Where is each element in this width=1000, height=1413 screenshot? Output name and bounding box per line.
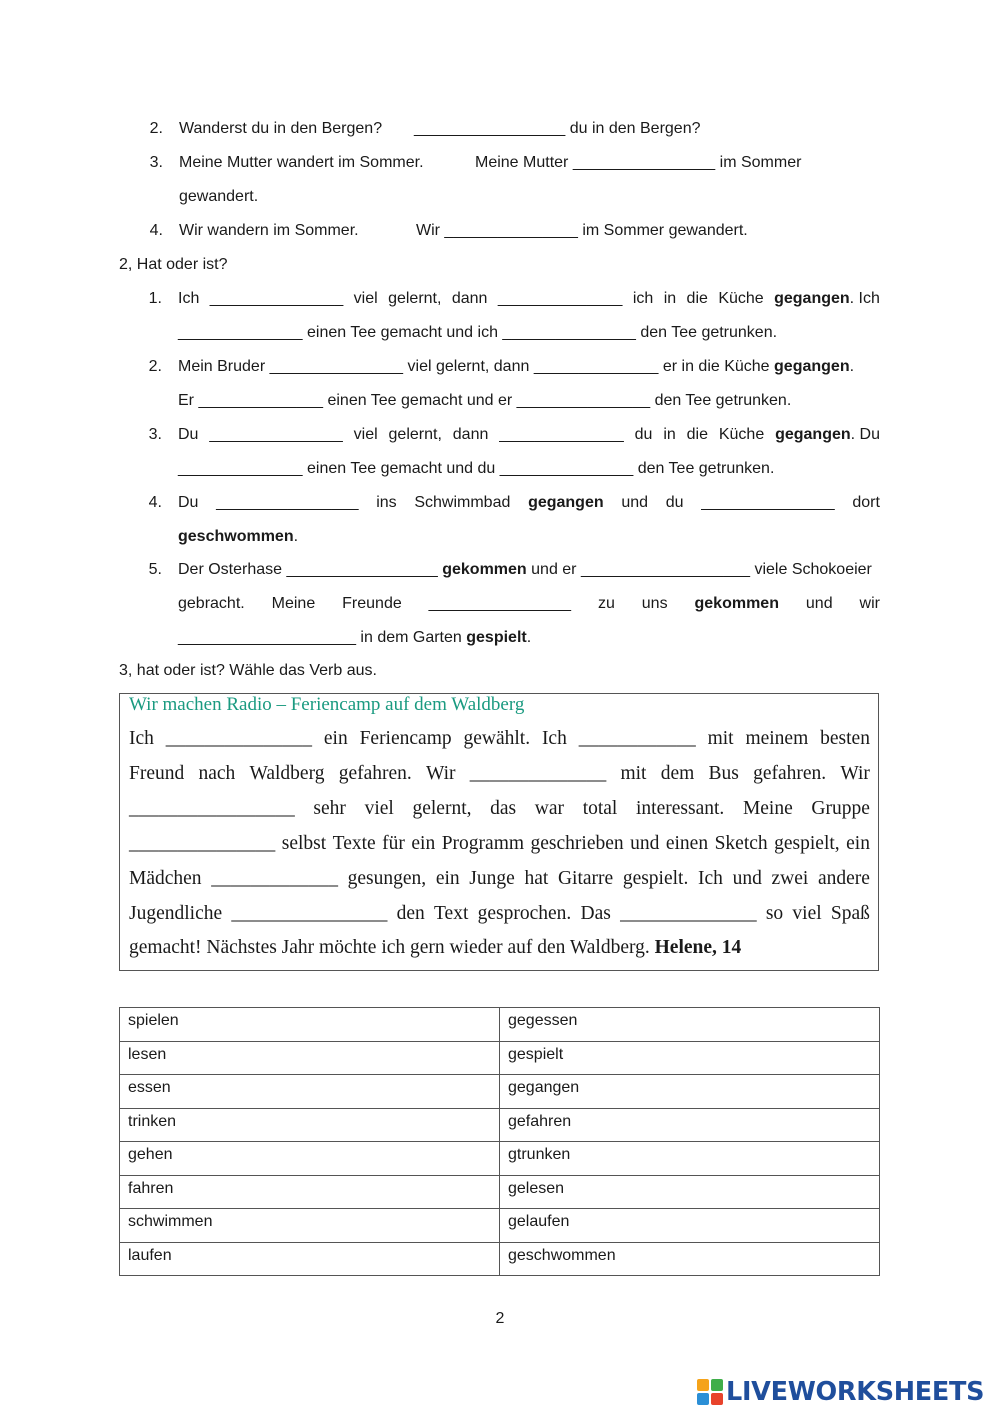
word: Spaß: [830, 903, 870, 924]
verb-phrase: gegangen. Du: [775, 426, 880, 443]
story-line: [129, 903, 870, 925]
word: total: [582, 798, 618, 819]
word: Ich: [178, 290, 200, 307]
table-row: [120, 1242, 880, 1276]
word: das: [490, 798, 517, 819]
exercise-continuation: gewandert.: [179, 188, 259, 205]
exercise-line: [178, 595, 880, 613]
word: in: [663, 290, 677, 307]
item-number: 4.: [148, 494, 162, 511]
word: ins: [376, 494, 397, 511]
exercise-line: geschwommen.: [178, 528, 299, 545]
word: andere: [817, 868, 870, 889]
word: ein: [411, 833, 436, 854]
brand-name: LIVEWORKSHEETS: [726, 1377, 985, 1407]
participle-cell[interactable]: gegessen: [500, 1008, 880, 1042]
exercise-line: [178, 494, 880, 512]
word: die: [686, 426, 708, 443]
word: gespielt,: [774, 833, 840, 854]
word: gefahren.: [753, 763, 827, 784]
word: ein: [323, 728, 348, 749]
word: war: [534, 798, 565, 819]
answer-blank[interactable]: ______________: [497, 290, 623, 307]
story-line: [129, 728, 870, 750]
table-row: [120, 1175, 880, 1209]
word: du: [665, 494, 684, 511]
exercise-line: ______________ einen Tee gemacht und ich _______________ den Tee getrunken.: [178, 324, 778, 341]
word: ein: [846, 833, 870, 854]
section-heading: 2, Hat oder ist?: [119, 256, 228, 273]
answer-blank[interactable]: _______________: [165, 728, 313, 749]
word: gesungen,: [347, 868, 427, 889]
word: Ich: [698, 868, 723, 889]
word: Küche: [718, 290, 764, 307]
word: ein: [435, 868, 460, 889]
word: Jugendliche: [129, 903, 223, 924]
infinitive-cell: gehen: [120, 1142, 500, 1176]
word: Ich: [129, 728, 154, 749]
word: nach: [198, 763, 236, 784]
exercise-line: Der Osterhase _________________ gekommen und er ___________________ viele Schokoeier: [178, 561, 872, 578]
word: Gruppe: [811, 798, 870, 819]
answer-blank[interactable]: _______________: [209, 426, 343, 443]
participle-cell[interactable]: gtrunken: [500, 1142, 880, 1176]
table-row: [120, 1108, 880, 1142]
exercise-line: [178, 290, 880, 308]
story-line: gemacht! Nächstes Jahr möchte ich gern wieder auf den Waldberg. Helene, 14: [129, 937, 742, 958]
section-heading: 3, hat oder ist? Wähle das Verb aus.: [119, 662, 377, 679]
page-number: 2: [495, 1310, 505, 1327]
answer-blank-line[interactable]: _________________ du in den Bergen?: [414, 120, 701, 137]
word: gesprochen.: [477, 903, 572, 924]
word: dem: [660, 763, 695, 784]
word: Ich: [541, 728, 567, 749]
word: Wir: [425, 763, 456, 784]
story-signature: Helene, 14: [654, 937, 742, 958]
word: Text: [434, 903, 469, 924]
word: hat: [524, 868, 549, 889]
logo-square-icon: [697, 1379, 709, 1391]
liveworksheets-logo: [697, 1377, 984, 1407]
word: Mädchen: [129, 868, 202, 889]
word: Waldberg: [249, 763, 325, 784]
participle-cell[interactable]: gespielt: [500, 1041, 880, 1075]
word: wir: [859, 595, 880, 612]
word: Junge: [469, 868, 515, 889]
infinitive-cell: spielen: [120, 1008, 500, 1042]
word: Programm: [441, 833, 525, 854]
word: gespielt.: [622, 868, 689, 889]
answer-blank[interactable]: ______________: [469, 763, 607, 784]
answer-blank-line[interactable]: Meine Mutter ________________ im Sommer: [475, 154, 802, 171]
answer-blank[interactable]: ________________: [231, 903, 388, 924]
word: gebracht.: [178, 595, 245, 612]
table-row: [120, 1041, 880, 1075]
word: Gitarre: [557, 868, 614, 889]
word: den: [396, 903, 425, 924]
logo-square-icon: [711, 1379, 723, 1391]
word: interessant.: [636, 798, 725, 819]
answer-blank[interactable]: ______________: [499, 426, 624, 443]
word: ich: [632, 290, 654, 307]
word: Meine: [742, 798, 793, 819]
word: dann: [451, 290, 488, 307]
word: und: [732, 868, 762, 889]
word: Schwimmbad: [414, 494, 511, 511]
word: dann: [452, 426, 489, 443]
word: und: [621, 494, 649, 511]
word: meinem: [745, 728, 809, 749]
word: gelernt,: [388, 290, 442, 307]
participle-cell[interactable]: gelesen: [500, 1175, 880, 1209]
answer-blank[interactable]: ________________: [428, 595, 572, 612]
word: viel: [353, 426, 378, 443]
word: Küche: [718, 426, 765, 443]
word: zwei: [771, 868, 809, 889]
word: und: [630, 833, 660, 854]
word: viel: [364, 798, 394, 819]
participle-cell[interactable]: gegangen: [500, 1075, 880, 1109]
logo-grid-icon: [697, 1379, 723, 1405]
story-line: [129, 763, 870, 785]
table-row: [120, 1008, 880, 1042]
word: zu: [597, 595, 615, 612]
word: geschrieben: [530, 833, 624, 854]
infinitive-cell: lesen: [120, 1041, 500, 1075]
word: Freunde: [342, 595, 402, 612]
exercise-line: [178, 426, 880, 444]
item-number: 2.: [148, 358, 162, 375]
answer-blank[interactable]: _______________: [209, 290, 344, 307]
word: Bus: [708, 763, 739, 784]
exercise-sentence: Wanderst du in den Bergen?: [179, 120, 383, 137]
word: für: [382, 833, 405, 854]
logo-square-icon: [697, 1393, 709, 1405]
word: Das: [580, 903, 611, 924]
answer-blank[interactable]: _________________: [129, 798, 295, 819]
answer-blank[interactable]: _____________: [211, 868, 338, 889]
item-number: 5.: [148, 561, 162, 578]
word: gefahren.: [338, 763, 412, 784]
verb-table: [119, 1007, 880, 1276]
verb: gekommen: [694, 595, 779, 612]
participle-cell[interactable]: geschwommen: [500, 1242, 880, 1276]
item-number: 1.: [148, 290, 162, 307]
infinitive-cell: trinken: [120, 1108, 500, 1142]
exercise-line: ______________ einen Tee gemacht und du _______________ den Tee getrunken.: [178, 460, 775, 477]
answer-blank-line[interactable]: Wir _______________ im Sommer gewandert.: [416, 222, 748, 239]
word: Du: [178, 426, 199, 443]
word: gelernt,: [388, 426, 442, 443]
infinitive-cell: fahren: [120, 1175, 500, 1209]
exercise-line: Mein Bruder _______________ viel gelernt, dann ______________ er in die Küche gegangen.: [178, 358, 855, 375]
exercise-sentence: Wir wandern im Sommer.: [179, 222, 359, 239]
table-row: [120, 1209, 880, 1243]
word: du: [634, 426, 653, 443]
word: besten: [820, 728, 870, 749]
word: Sketch: [714, 833, 768, 854]
story-line: [129, 833, 870, 855]
item-number: 4.: [149, 222, 163, 239]
answer-blank[interactable]: ________________: [216, 494, 359, 511]
exercise-line: Er ______________ einen Tee gemacht und er _______________ den Tee getrunken.: [178, 392, 792, 409]
word: die: [686, 290, 708, 307]
word: Wir: [840, 763, 870, 784]
word: so: [765, 903, 784, 924]
word: mit: [707, 728, 734, 749]
word: und: [805, 595, 833, 612]
table-row: [120, 1075, 880, 1109]
word: sehr: [313, 798, 346, 819]
participle-cell[interactable]: gefahren: [500, 1108, 880, 1142]
story-title: Wir machen Radio – Feriencamp auf dem Waldberg: [129, 694, 525, 715]
word: Texte: [332, 833, 376, 854]
logo-square-icon: [711, 1393, 723, 1405]
exercise-line: ____________________ in dem Garten gespielt.: [178, 629, 532, 646]
word: selbst: [281, 833, 327, 854]
word: gelernt,: [412, 798, 472, 819]
answer-blank[interactable]: _______________: [129, 833, 276, 854]
story-line: [129, 798, 870, 820]
word: Meine: [271, 595, 316, 612]
table-row: [120, 1142, 880, 1176]
word: dort: [852, 494, 880, 511]
answer-blank[interactable]: ______________: [620, 903, 757, 924]
word: gewählt.: [463, 728, 531, 749]
word: uns: [641, 595, 668, 612]
item-number: 3.: [149, 154, 163, 171]
word: Du: [178, 494, 199, 511]
verb-phrase: gegangen. Ich: [774, 290, 880, 307]
item-number: 3.: [148, 426, 162, 443]
infinitive-cell: essen: [120, 1075, 500, 1109]
word: viel: [353, 290, 378, 307]
participle-cell[interactable]: gelaufen: [500, 1209, 880, 1243]
story-line: [129, 868, 870, 890]
word: Freund: [129, 763, 185, 784]
answer-blank[interactable]: _______________: [701, 494, 835, 511]
word: in: [663, 426, 676, 443]
verb: gegangen: [528, 494, 604, 511]
item-number: 2.: [149, 120, 163, 137]
exercise-sentence: Meine Mutter wandert im Sommer.: [179, 154, 424, 171]
answer-blank[interactable]: ____________: [578, 728, 696, 749]
infinitive-cell: laufen: [120, 1242, 500, 1276]
infinitive-cell: schwimmen: [120, 1209, 500, 1243]
word: Feriencamp: [359, 728, 452, 749]
word: einen: [665, 833, 709, 854]
word: viel: [792, 903, 822, 924]
word: mit: [620, 763, 647, 784]
